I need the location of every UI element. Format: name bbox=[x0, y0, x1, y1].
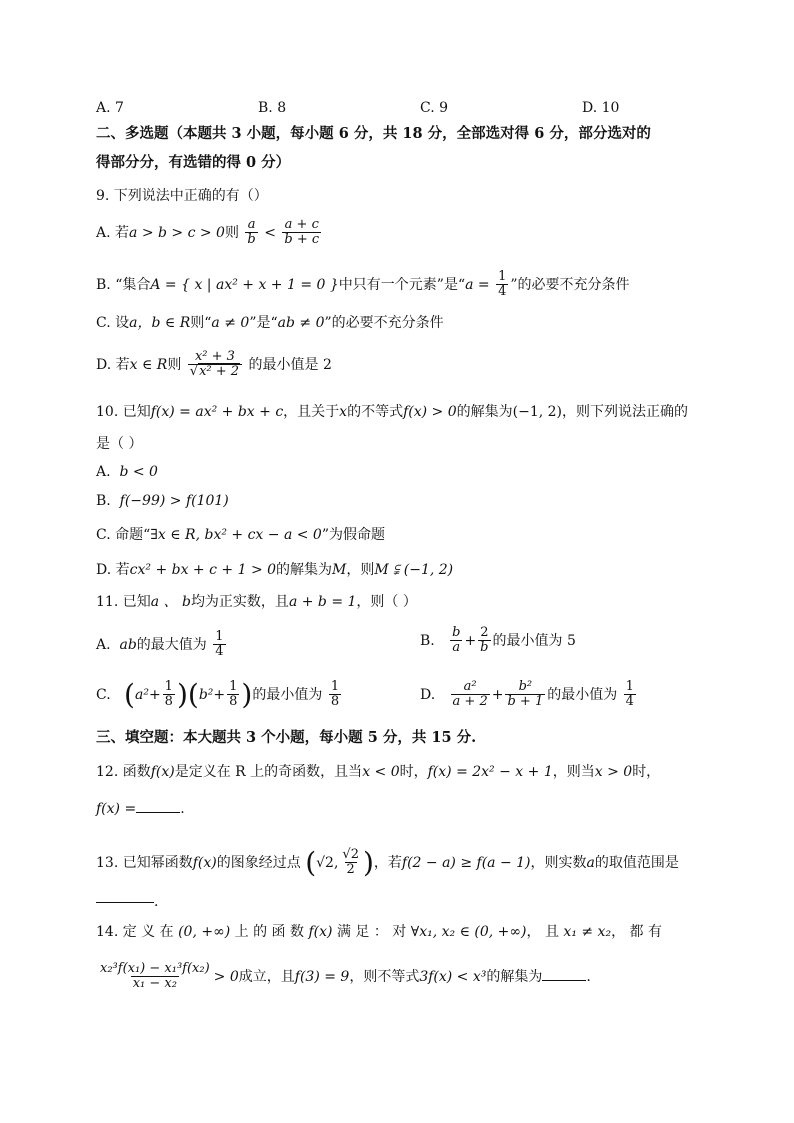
q9-stem: 9. 下列说法中正确的有（） bbox=[96, 188, 268, 204]
q8-option-d: D. 10 bbox=[582, 100, 620, 116]
q10-option-d: D. 若cx² + bx + c + 1 > 0的解集为M，则M ⫋ (−1, 2) bbox=[96, 562, 454, 578]
q11-option-a: A. ab的最大值为 $\frac{1}{4}$ bbox=[96, 629, 224, 660]
q12-stem-line2: f(x) = . bbox=[96, 801, 185, 817]
q10-option-a: A. b < 0 bbox=[96, 464, 158, 480]
q9-option-a: A. 若a > b > c > 0则 $\frac{a}{b}$ < $\frac{a + c}{b + c}$ bbox=[96, 217, 320, 248]
q9-option-c: C. 设a，b ∈ R则“a ≠ 0”是“ab ≠ 0”的必要不充分条件 bbox=[96, 315, 444, 331]
section2-heading-line2: 得部分分，有选错的得 0 分） bbox=[96, 154, 291, 171]
q13-answer-blank[interactable] bbox=[96, 902, 154, 903]
q11-option-b: B. $\frac{b}{a}$ + $\frac{2}{b}$ 的最小值为 5 bbox=[420, 625, 576, 656]
q12-stem-line1: 12. 函数f(x)是定义在 R 上的奇函数，且当x < 0时，f(x) = 2x² − x + 1，则当x > 0时， bbox=[96, 764, 661, 780]
section3-heading: 三、填空题：本大题共 3 个小题，每小题 5 分，共 15 分. bbox=[96, 729, 477, 746]
q11-option-d: D. $\frac{\text{a²}}{a + 2}$ + $\frac{\text{b²}}{b + 1}$ 的最小值为 $\frac{1}{4}$ bbox=[420, 679, 634, 710]
q13-stem: 13. 已知幂函数f(x)的图象经过点 (√2, $\frac{√2}{2}$ )，若f(2 − a) ≥ f(a − 1)，则实数a的取值范围是 bbox=[96, 845, 679, 879]
q14-stem-line1: 14. 定 义 在 (0, +∞) 上 的 函 数 f(x) 满 足 ： 对 ∀x₁, x₂ ∈ (0, +∞)， 且 x₁ ≠ x₂， 都 有 bbox=[96, 924, 662, 940]
q14-answer-blank[interactable] bbox=[542, 968, 586, 981]
q9-option-b: B. “集合A = { x | ax² + x + 1 = 0 }中只有一个元素”是“a = $\frac{1}{4}$ ”的必要不充分条件 bbox=[96, 269, 630, 300]
q10-stem-line1: 10. 已知f(x) = ax² + bx + c，且关于x的不等式f(x) > 0的解集为(−1, 2)，则下列说法正确的 bbox=[96, 404, 688, 420]
q10-stem-line2: 是（ ） bbox=[96, 436, 143, 452]
section2-heading-line1: 二、多选题（本题共 3 小题，每小题 6 分，共 18 分，全部选对得 6 分，部分选对的 bbox=[96, 125, 651, 142]
q10-option-c: C. 命题“∃x ∈ R, bx² + cx − a < 0”为假命题 bbox=[96, 527, 386, 543]
q8-option-b: B. 8 bbox=[258, 100, 287, 116]
q12-answer-blank[interactable] bbox=[136, 800, 180, 813]
q11-option-c: C. (a²+ $\frac{1}{8}$ )(b²+ $\frac{1}{8}$ )的最小值为 $\frac{1}{8}$ bbox=[96, 677, 340, 711]
q9-option-d: D. 若x ∈ R则 $\frac{\text{x² + 3}}{\text{√x² + 2}}$ 的最小值是 2 bbox=[96, 349, 332, 380]
q8-option-c: C. 9 bbox=[420, 100, 449, 116]
q11-stem: 11. 已知a 、 b均为正实数，且a + b = 1，则（ ） bbox=[96, 594, 417, 610]
q10-option-b: B. f(−99) > f(101) bbox=[96, 493, 229, 509]
q8-option-a: A. 7 bbox=[96, 100, 124, 116]
q14-stem-line2: $\frac{\text{x₂³f(x₁) − x₁³f(x₂)}}{\text{x₁ − x₂}}$ > 0成立，且f(3) = 9，则不等式3f(x) < x³的解集为 . bbox=[100, 961, 591, 992]
q13-end-mark: . bbox=[154, 894, 159, 910]
